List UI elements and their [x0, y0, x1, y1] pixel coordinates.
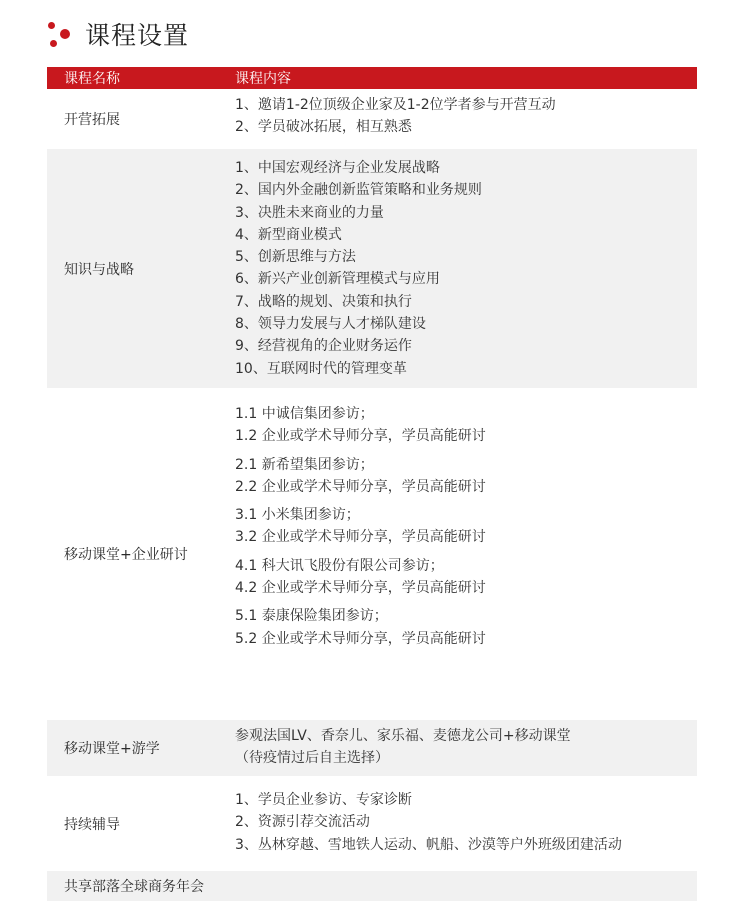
course-name: 共享部落全球商务年会 — [64, 879, 204, 895]
content-item: 1、中国宏观经济与企业发展战略 — [235, 160, 440, 176]
content-item: 参观法国LV、香奈儿、家乐福、麦德龙公司+移动课堂 — [235, 728, 571, 744]
content-item: 3、决胜未来商业的力量 — [235, 204, 384, 221]
table-header — [47, 67, 697, 89]
table-row — [47, 149, 697, 388]
page-title: 课程设置 — [85, 21, 190, 50]
content-item: 3.1 小米集团参访； — [235, 507, 360, 524]
page-header — [47, 14, 189, 54]
content-item: 4.2 企业或学术导师分享，学员高能研讨 — [235, 580, 486, 597]
course-content — [235, 725, 571, 770]
content-group — [235, 454, 486, 499]
content-item: 2、资源引荐交流活动 — [235, 814, 370, 831]
content-item: 9、经营视角的企业财务运作 — [235, 338, 412, 355]
table-row — [47, 720, 697, 776]
content-item: 6、新兴产业创新管理模式与应用 — [235, 271, 440, 288]
table-row — [47, 871, 697, 901]
course-content — [235, 94, 556, 139]
content-item: （待疫情过后自主选择） — [235, 750, 389, 767]
content-group — [235, 605, 486, 650]
content-item: 5、创新思维与方法 — [235, 249, 356, 266]
course-content — [235, 789, 622, 856]
content-item: 1、邀请1-2位顶级企业家及1-2位学者参与开营互动 — [235, 97, 556, 113]
content-item: 1.1 中诚信集团参访； — [235, 406, 374, 422]
course-table — [47, 67, 697, 901]
course-name: 移动课堂+企业研讨 — [64, 547, 188, 563]
course-name: 持续辅导 — [64, 816, 120, 833]
content-item: 1.2 企业或学术导师分享，学员高能研讨 — [235, 428, 486, 445]
content-group — [235, 555, 486, 600]
table-row — [47, 776, 697, 871]
content-group — [235, 504, 486, 549]
content-item: 2.1 新希望集团参访； — [235, 456, 374, 473]
course-content — [235, 157, 482, 380]
content-item: 5.2 企业或学术导师分享，学员高能研讨 — [235, 630, 486, 647]
table-row — [47, 89, 697, 149]
content-item: 7、战略的规划、决策和执行 — [235, 293, 412, 310]
content-item: 5.1 泰康保险集团参访； — [235, 608, 388, 625]
content-item: 3.2 企业或学术导师分享，学员高能研讨 — [235, 529, 486, 546]
content-item: 4、新型商业模式 — [235, 226, 342, 243]
course-name: 开营拓展 — [64, 112, 120, 128]
course-content — [235, 403, 486, 650]
header-course-name: 课程名称 — [64, 71, 120, 87]
content-item: 4.1 科大讯飞股份有限公司参访； — [235, 557, 444, 574]
dots-logo-icon — [47, 19, 73, 49]
course-name: 知识与战略 — [64, 261, 134, 278]
header-course-content: 课程内容 — [235, 71, 291, 87]
course-name: 移动课堂+游学 — [64, 741, 160, 757]
content-item: 1、学员企业参访、专家诊断 — [235, 792, 412, 808]
content-item: 3、丛林穿越、雪地铁人运动、帆船、沙漠等户外班级团建活动 — [235, 836, 622, 853]
content-item: 2、学员破冰拓展，相互熟悉 — [235, 119, 412, 136]
content-item: 2.2 企业或学术导师分享，学员高能研讨 — [235, 478, 486, 495]
content-item: 2、国内外金融创新监管策略和业务规则 — [235, 182, 482, 199]
table-row — [47, 388, 697, 720]
content-group — [235, 403, 486, 448]
content-item: 10、互联网时代的管理变革 — [235, 360, 407, 377]
content-item: 8、领导力发展与人才梯队建设 — [235, 316, 426, 333]
